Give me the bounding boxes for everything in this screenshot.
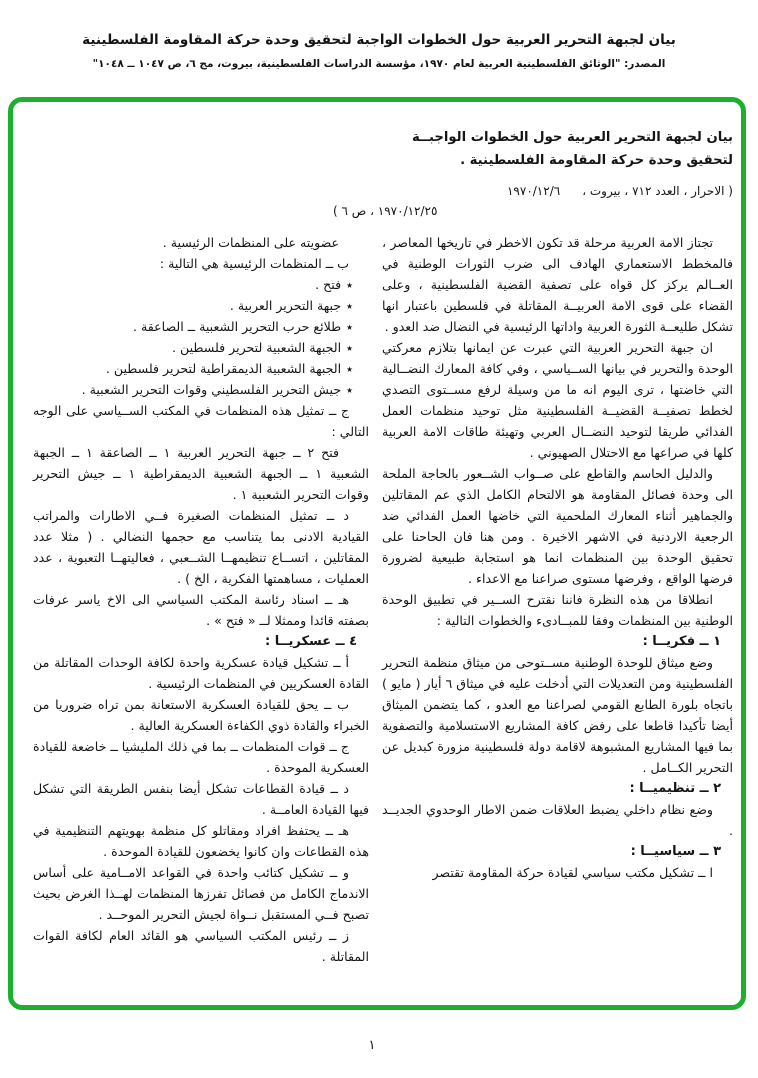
star-bullet-icon: ٭ [346, 382, 354, 397]
list-item [33, 337, 369, 358]
list-item-label: الجبهة الشعبية لتحرير فلسطين . [171, 340, 342, 355]
paragraph: ب ــ المنظمات الرئيسية هي التالية : [159, 256, 350, 271]
star-bullet-icon: ٭ [346, 340, 354, 355]
list-item [33, 316, 369, 337]
paragraph-continuation: عضويته على المنظمات الرئيسية . [162, 235, 340, 250]
citation-part1: ( الاحرار ، العدد ٧١٢ ، بيروت ، [582, 184, 733, 198]
list-item-label: جبهة التحرير العربية . [229, 298, 342, 313]
document-title-line1: بيان لجبهة التحرير العربية حول الخطوات الواجبــة [411, 130, 733, 145]
star-bullet-icon: ٭ [346, 298, 354, 313]
section-heading-askariyan: ٤ ــ عسكريــا : [265, 634, 358, 649]
paragraph: د ــ تمثيل المنظمات الصغيرة فــي الاطارات والمراتب القيادية الادنى بما يتناسب مع حجمها النضالي . ( مثلا عدد المقاتلين ، اتســاع تنظيمهــا الشــعبي ، فعاليتهــا التعبوية ، عدد العمليات ، مساهمتها الفكرية ، الخ ) . [33, 508, 370, 586]
paragraph: ا ــ تشكيل مكتب سياسي لقيادة حركة المقاومة تقتصر [432, 865, 713, 880]
paragraph: فتح ٢ ــ جبهة التحرير العربية ١ ــ الصاعقة ١ ــ الجبهة الشعبية ١ ــ الجبهة الشعبية الديمقراطية ١ ــ جيش التحرير وقوات التحرير الشعبية ١ . [33, 445, 370, 502]
column-right [382, 232, 733, 967]
document-source-line: المصدر: "الوثائق الفلسطينية العربية لعام ١٩٧٠، مؤسسة الدراسات الفلسطينية، بيروت، مج ٦، ص ١٠٤٧ ــ ١٠٤٨" [92, 58, 666, 70]
paragraph: أ ــ تشكيل قيادة عسكرية واحدة لكافة الوحدات المقاتلة من القادة العسكريين في المنظمات الرئيسية . [33, 655, 370, 691]
paragraph: ج ــ تمثيل هذه المنظمات في المكتب الســياسي على الوجه التالي : [33, 403, 370, 439]
star-bullet-icon: ٭ [346, 319, 354, 334]
document-title-line2: لتحقيق وحدة حركة المقاومة الفلسطينية . [460, 153, 733, 168]
page-header [0, 30, 758, 72]
list-item-label: جيش التحرير الفلسطيني وقوات التحرير الشعبية . [81, 382, 342, 397]
document-page [13, 102, 741, 1005]
star-bullet-icon: ٭ [346, 361, 354, 376]
paragraph: ب ــ يحق للقيادة العسكرية الاستعانة بمن تراه ضروريا من الخبراء والقادة ذوي الكفاءة العسكرية العالية . [33, 697, 370, 733]
section-heading-tanzimiyan: ٢ ــ تنظيميــا : [629, 781, 721, 796]
document-date: ١٩٧٠/١٢/٦ [506, 184, 561, 198]
citation-part2: ١٩٧٠/١٢/٢٥ ، ص ٦ ) [333, 204, 438, 218]
two-column-body [33, 232, 733, 967]
paragraph: د ــ قيادة القطاعات تشكل أيضا بنفس الطريقة التي تشكل فيها القيادة العامــة . [33, 781, 370, 817]
paragraph: انطلاقا من هذه النظرة فاننا نقترح الســير في تطبيق الوحدة الوطنية بين المنظمات وفقا للمبــادىء والخطوات التالية : [382, 592, 733, 628]
paragraph: والدليل الحاسم والقاطع على صــواب الشــعور بالحاجة الملحة الى وحدة فصائل المقاومة هو الالتحام الكامل الذي عم المقاتلين والجماهير أثناء المعارك الملحمية التي خاضها العمل الفدائي ضد الرجعية الاردنية في الاشهر الاخيرة . ومن هنا فان الحاحنا على تحقيق الوحدة بين المنظمات انما هو استجابة طبيعية لضرورة فرضها الواقع ، وفرضها مستوى صراعنا مع الاعداء . [382, 466, 733, 586]
list-item [33, 274, 369, 295]
star-bullet-icon: ٭ [346, 277, 354, 292]
section-heading-fikriyan: ١ ــ فكريــا : [642, 634, 721, 649]
paragraph: تجتاز الامة العربية مرحلة قد تكون الاخطر في تاريخها المعاصر ، فالمخطط الاستعماري الهادف الى ضرب الثورات الوطنية في العــالم يركز كل قواه على تصفية القضية الفلسطينية ، وعلى القضاء على قوى الامة العربيــة المقاتلة في فلسطين باعتبار انها تشكل طليعــة الثورة العربية واداتها الرئيسية في النضال ضد العدو . [382, 235, 733, 334]
paragraph: ان جبهة التحرير العربية التي عبرت عن ايمانها بتلازم معركتي الوحدة والتحرير في بيانها الســياسي ، وفي كافة المعارك النضــالية التي خاضتها ، ترى اليوم انه ما من وسيلة لرفع مســتوى التصدي لخطط تصفيــة القضيــة الفلسطينية مثل توحيد منظمات العمل الفدائي طريقا لتوحيد النضــال العربي وتهيئة طاقات الامة العربية كلها في صراعها مع الاحتلال الصهيوني . [382, 340, 733, 460]
column-left [33, 232, 369, 967]
list-item-label: فتح . [315, 277, 342, 292]
list-item [33, 379, 369, 400]
paragraph: هـ ــ يحتفظ افراد ومقاتلو كل منظمة بهويتهم التنظيمية في هذه القطاعات وان كانوا يخضعون للقيادة الموحدة . [33, 823, 370, 859]
paragraph: وضع ميثاق للوحدة الوطنية مســتوحى من ميثاق منظمة التحرير الفلسطينية ومن التعديلات التي أدخلت عليه في ميثاق ٦ أيار ( مايو ) باتجاه بلورة الطابع القومي لصراعنا مع العدو ، كما يتضمن الميثاق أيضا تأكيدا قاطعا على رفض كافة المشاريع الاستسلامية والتصفوية بما فيها المشاريع المشبوهة لاقامة دولة فلسطينية مزورة كبديل عن التحرير الكــامل . [382, 655, 734, 775]
paragraph: وضع نظام داخلي يضبط العلاقات ضمن الاطار الوحدوي الجديــد . [382, 802, 733, 838]
page-number: ١ [368, 1038, 376, 1053]
paragraph: و ــ تشكيل كتائب واحدة في القواعد الامــامية على أساس الاندماج الكامل من فصائل تفرزها المنظمات لهــذا الغرض بحيث تصبح فــي المستقبل نــواة لجيش التحرير الموحــد . [33, 865, 370, 922]
paragraph: هـ ــ اسناد رئاسة المكتب السياسي الى الاخ ياسر عرفات بصفته قائدا وممثلا لــ « فتح » . [33, 592, 370, 628]
document-header-title: بيان لجبهة التحرير العربية حول الخطوات الواجبة لتحقيق وحدة حركة المقاومة الفلسطينية [82, 32, 676, 48]
list-item-label: طلائع حرب التحرير الشعبية ــ الصاعقة . [133, 319, 342, 334]
paragraph: ج ــ قوات المنظمات ــ بما في ذلك المليشيا ــ خاضعة للقيادة العسكرية الموحدة . [33, 739, 370, 775]
document-title [33, 126, 733, 172]
document-frame [8, 97, 746, 1010]
section-heading-siyasiyan: ٣ ــ سياسيــا : [630, 844, 721, 859]
list-item-label: الجبهة الشعبية الديمقراطية لتحرير فلسطين . [105, 361, 342, 376]
paragraph: ز ــ رئيس المكتب السياسي هو القائد العام لكافة القوات المقاتلة . [33, 928, 370, 964]
list-item [33, 295, 369, 316]
list-item [33, 358, 369, 379]
publication-line [33, 181, 733, 201]
